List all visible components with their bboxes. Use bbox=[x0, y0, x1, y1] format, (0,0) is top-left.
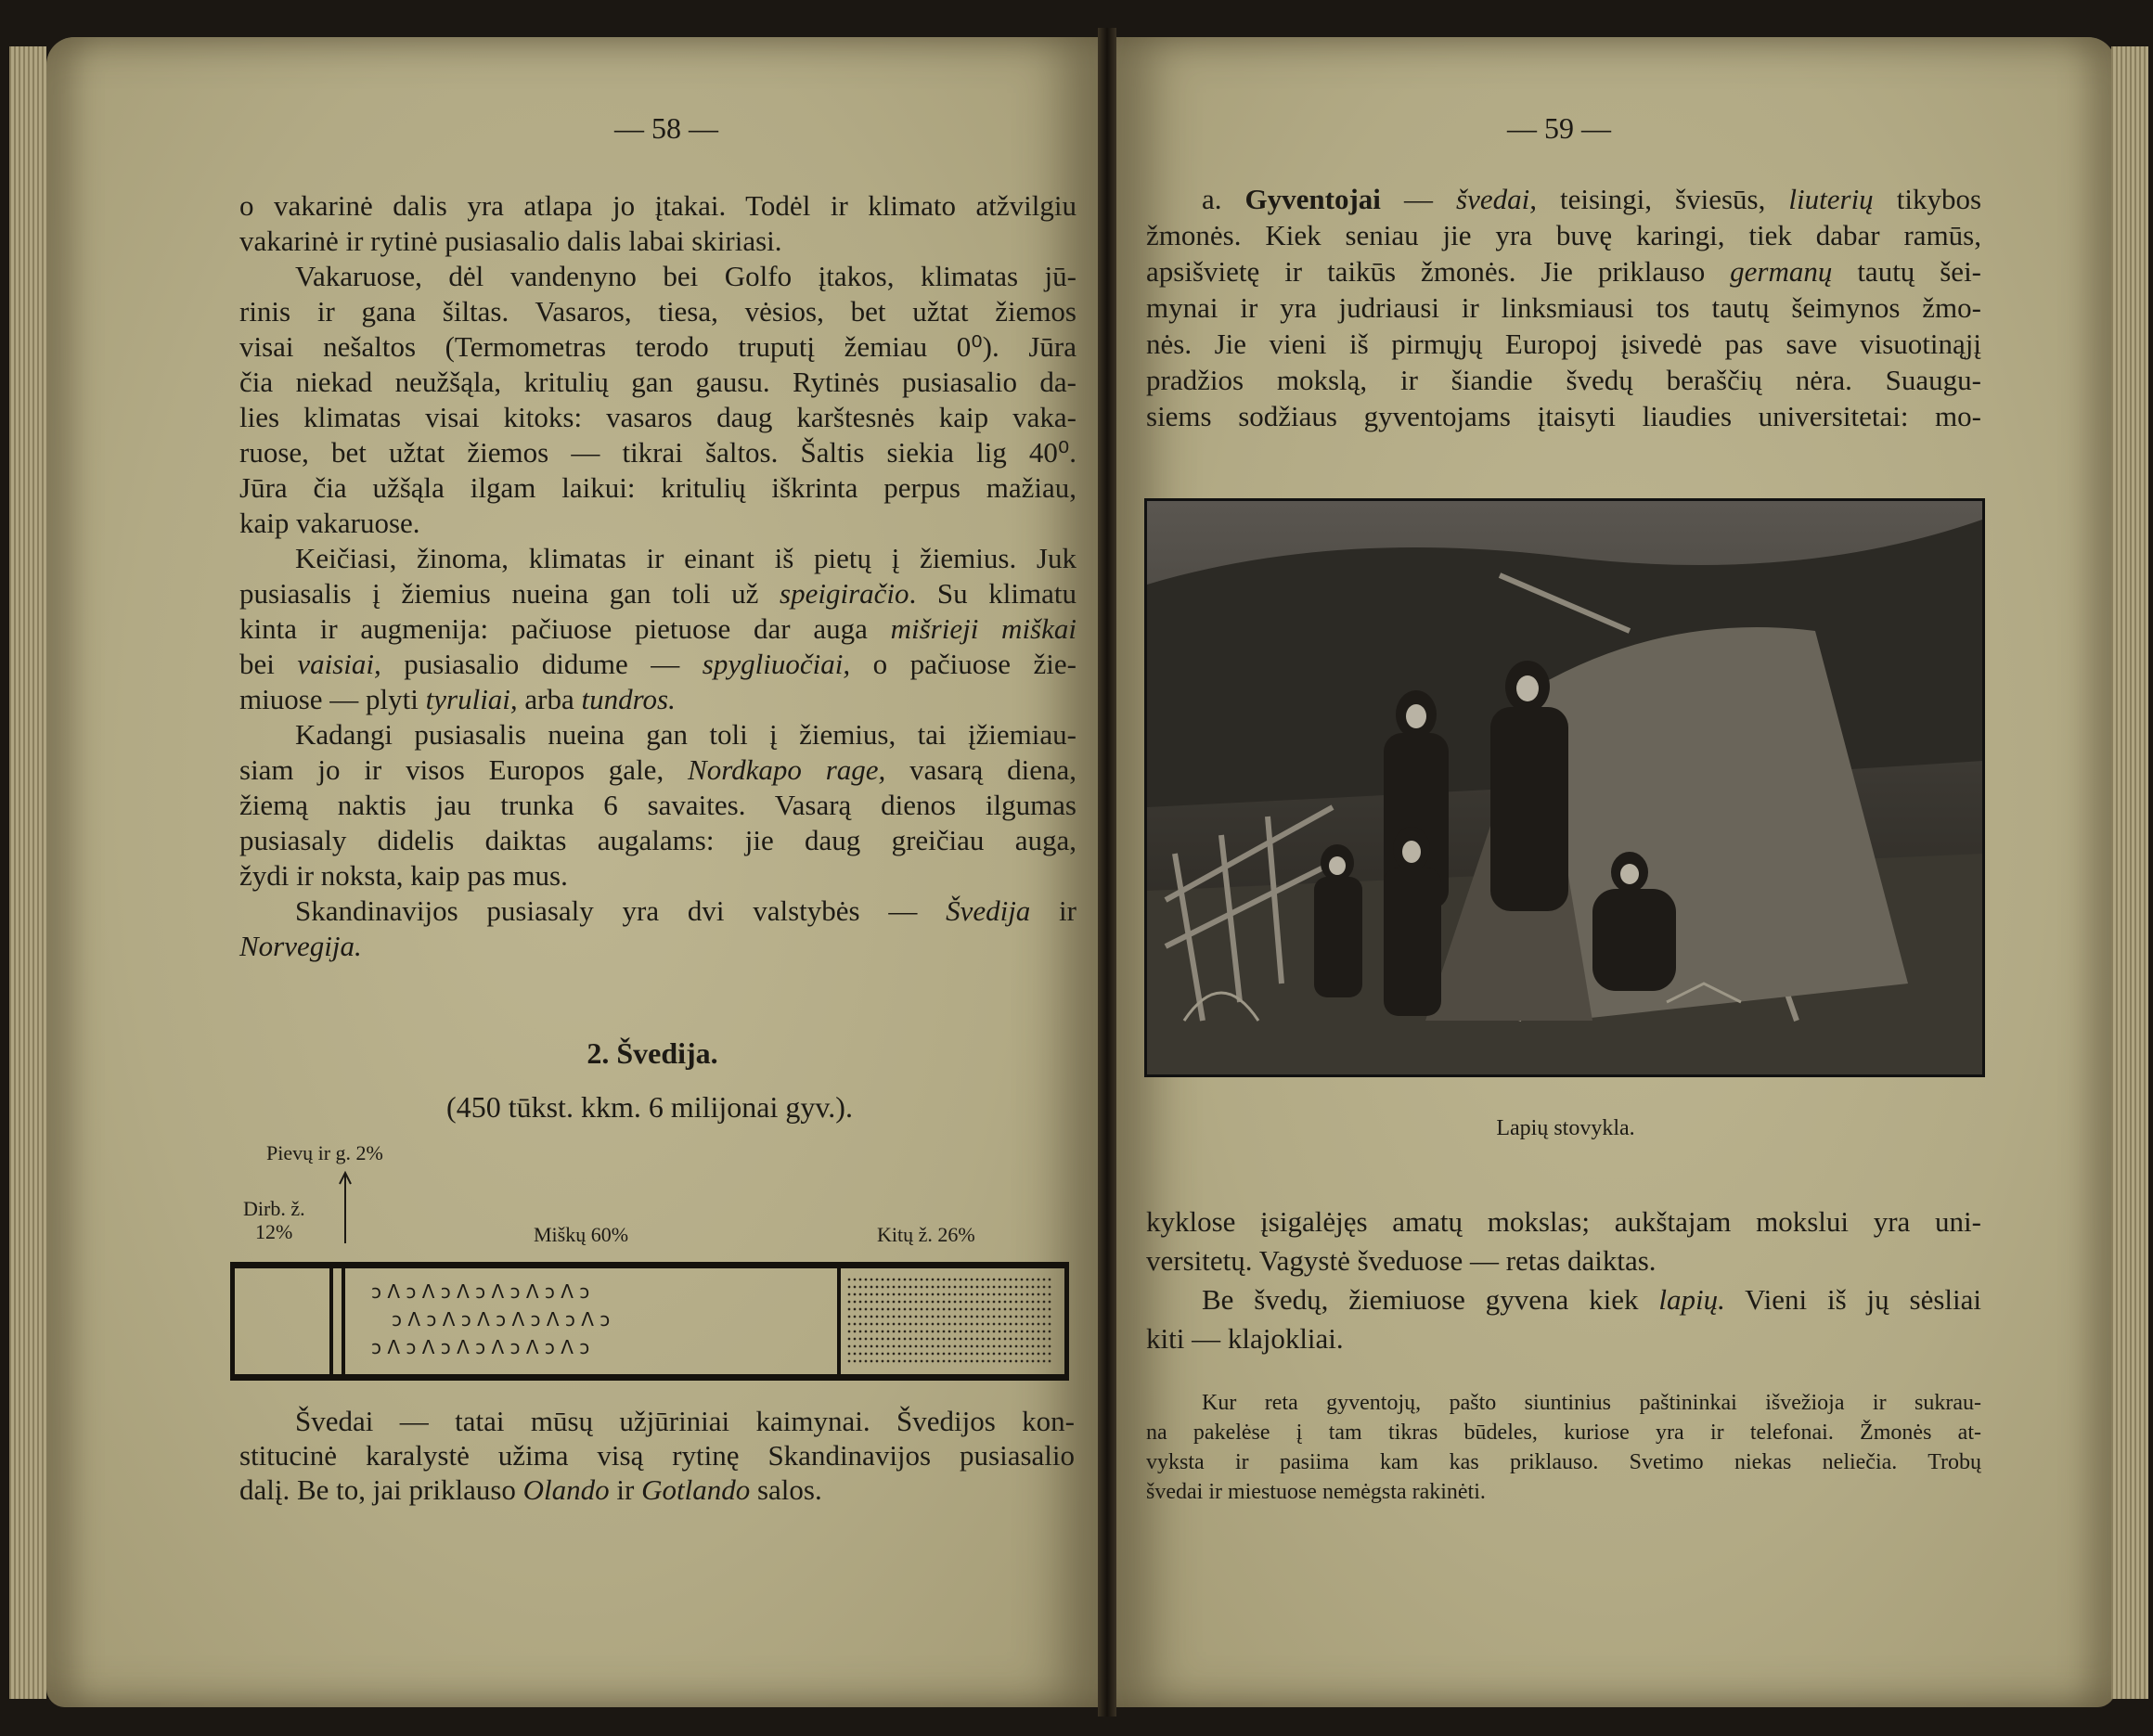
text-segment: siems sodžiaus gyventojams įtaisyti liaudies universitetai: mo- bbox=[1146, 400, 1981, 432]
text-segment: Keičiasi, žinoma, klimatas ir einant iš pietų į žiemius. Juk bbox=[295, 542, 1076, 574]
text-line bbox=[1202, 182, 1981, 217]
text-segment: švedai ir miestuose nemėgsta rakinėti. bbox=[1146, 1480, 1486, 1504]
arable-pct: 12% bbox=[255, 1220, 293, 1243]
text-segment: mynai ir yra judriausi ir linksmiausi tos tautų šeimynos žmo- bbox=[1146, 291, 1981, 324]
text-segment: Skandinavijos pusiasaly yra dvi valstybės — bbox=[295, 894, 947, 927]
text-line bbox=[239, 611, 1076, 647]
text-segment: ir bbox=[1030, 894, 1076, 927]
text-line bbox=[239, 788, 1076, 823]
text-segment: arba bbox=[517, 683, 582, 715]
text-line bbox=[239, 224, 1076, 259]
text-line bbox=[239, 294, 1076, 329]
text-segment: kyklose įsigalėjęs amatų mokslas; aukštajam mokslui yra uni- bbox=[1146, 1205, 1981, 1238]
text-segment: Kur reta gyventojų, pašto siuntinius paštininkai išvežioja ir sukrau- bbox=[1202, 1391, 1981, 1415]
text-line bbox=[239, 470, 1076, 506]
italic-term: Nordkapo rage, bbox=[688, 753, 886, 786]
text-line bbox=[295, 259, 1076, 294]
text-line bbox=[1202, 1282, 1981, 1318]
text-line bbox=[239, 929, 1076, 964]
text-segment: pusiasalis į žiemius nueina gan toli už bbox=[239, 577, 780, 610]
text-line bbox=[239, 1472, 1075, 1508]
text-segment: o pačiuose žie- bbox=[850, 648, 1076, 680]
text-segment: tikybos bbox=[1873, 183, 1982, 215]
text-line bbox=[239, 682, 1076, 717]
text-segment: kinta ir augmenija: pačiuose pietuose dar auga bbox=[239, 612, 891, 645]
text-segment: versitetų. Vagystė šveduose — retas daiktas. bbox=[1146, 1244, 1657, 1277]
section-subtitle: (450 tūkst. kkm. 6 milijonai gyv.). bbox=[446, 1090, 853, 1124]
italic-term: lapių. bbox=[1658, 1283, 1725, 1316]
text-line bbox=[295, 1404, 1075, 1439]
book-gutter bbox=[1098, 28, 1116, 1717]
text-segment: rinis ir gana šiltas. Vasaros, tiesa, vėsios, bet užtat žiemos bbox=[239, 295, 1076, 328]
arrow-up-icon bbox=[336, 1171, 355, 1245]
text-segment: dalį. Be to, jai priklauso bbox=[239, 1473, 523, 1506]
italic-term: Olando bbox=[522, 1473, 610, 1506]
text-segment: pradžios mokslą, ir šiandie švedų beraščių nėra. Suaugu- bbox=[1146, 364, 1981, 396]
forest-label: Miškų 60% bbox=[534, 1223, 629, 1246]
text-segment: Švedai — tatai mūsų užjūriniai kaimynai. Švedijos kon- bbox=[295, 1405, 1075, 1437]
text-segment: Jūra čia užšąla ilgam laikui: kritulių iškrinta perpus mažiau, bbox=[239, 471, 1076, 504]
text-line bbox=[239, 858, 1076, 894]
text-segment: ir bbox=[609, 1473, 642, 1506]
other-land-dots bbox=[846, 1276, 1052, 1367]
italic-term: Norvegija. bbox=[239, 930, 362, 962]
text-segment: lies klimatas visai kitoks: vasaros daug karštesnės kaip vaka- bbox=[239, 401, 1076, 433]
text-segment: tautų šei- bbox=[1832, 255, 1982, 288]
text-line bbox=[1146, 1204, 1981, 1240]
text-line bbox=[239, 400, 1076, 435]
italic-term: Švedija bbox=[946, 894, 1031, 927]
text-segment: Be švedų, žiemiuose gyvena kiek bbox=[1202, 1283, 1659, 1316]
text-line bbox=[1146, 1243, 1981, 1279]
text-segment: teisingi, šviesūs, bbox=[1536, 183, 1789, 215]
italic-term: švedai, bbox=[1456, 183, 1537, 215]
text-line bbox=[295, 894, 1076, 929]
right-page-edges bbox=[2111, 46, 2148, 1699]
italic-term: germanų bbox=[1730, 255, 1833, 288]
text-segment: visai nešaltos (Termometras terodo truputį žemiau 0⁰). Jūra bbox=[239, 330, 1076, 363]
text-segment: kaip vakaruose. bbox=[239, 507, 420, 539]
bold-term: Gyventojai bbox=[1244, 183, 1381, 215]
left-page-edges bbox=[9, 46, 46, 1699]
text-line bbox=[1146, 218, 1981, 253]
text-segment: apsišvietę ir taikūs žmonės. Jie priklauso bbox=[1146, 255, 1731, 288]
text-line bbox=[1146, 399, 1981, 434]
text-segment: salos. bbox=[750, 1473, 822, 1506]
text-segment: žiemą naktis jau trunka 6 savaites. Vasarą dienos ilgumas bbox=[239, 789, 1076, 821]
text-line bbox=[1146, 1321, 1981, 1357]
arable-label: Dirb. ž. bbox=[243, 1197, 305, 1220]
text-line bbox=[1146, 1418, 1981, 1447]
text-segment: stitucinė karalystė užima visą rytinę Skandinavijos pusiasalio bbox=[239, 1439, 1075, 1472]
text-segment: Vieni iš jų sėsliai bbox=[1724, 1283, 1981, 1316]
text-segment: vakarinė ir rytinė pusiasalio dalis labai skiriasi. bbox=[239, 225, 782, 257]
text-line bbox=[239, 647, 1076, 682]
text-line bbox=[295, 541, 1076, 576]
text-line bbox=[1202, 1388, 1981, 1418]
text-line bbox=[1146, 1447, 1981, 1477]
text-segment: . Su klimatu bbox=[909, 577, 1077, 610]
italic-term: speigiračio bbox=[780, 577, 909, 610]
text-segment: vasarą diena, bbox=[885, 753, 1077, 786]
text-segment: Kadangi pusiasalis nueina gan toli į žiemius, tai įžiemiau- bbox=[295, 718, 1076, 751]
text-segment: kiti — klajokliai. bbox=[1146, 1322, 1344, 1355]
text-segment: o vakarinė dalis yra atlapa jo įtakai. Todėl ir klimato atžvilgiu bbox=[239, 189, 1076, 222]
text-segment: miuose — plyti bbox=[239, 683, 426, 715]
text-line bbox=[239, 365, 1076, 400]
italic-term: mišrieji miškai bbox=[890, 612, 1076, 645]
text-line bbox=[1146, 290, 1981, 326]
text-segment: a. bbox=[1202, 183, 1245, 215]
text-line bbox=[239, 435, 1076, 470]
meadows-label: Pievų ir g. 2% bbox=[266, 1141, 383, 1164]
text-segment: nės. Jie vieni iš pirmųjų Europoj įsivedė pas save visuotinąjį bbox=[1146, 328, 1981, 360]
italic-term: liuterių bbox=[1788, 183, 1874, 215]
page-number-left: — 58 — bbox=[614, 111, 718, 145]
forest-symbols-row: ↄ Λ ↄ Λ ↄ Λ ↄ Λ ↄ Λ ↄ Λ ↄ bbox=[371, 1280, 590, 1303]
divider-meadows bbox=[342, 1268, 345, 1374]
page-number-right: — 59 — bbox=[1507, 111, 1611, 145]
section-heading: 2. Švedija. bbox=[587, 1036, 718, 1070]
text-line bbox=[239, 1438, 1075, 1473]
text-segment: čia niekad neužšąla, kritulių gan gausu. Rytinės pusiasalio da- bbox=[239, 366, 1076, 398]
text-line bbox=[239, 506, 1076, 541]
text-segment: siam jo ir visos Europos gale, bbox=[239, 753, 689, 786]
italic-term: vaisiai, bbox=[297, 648, 381, 680]
forest-symbols-row: ↄ Λ ↄ Λ ↄ Λ ↄ Λ ↄ Λ ↄ Λ ↄ bbox=[371, 1336, 590, 1358]
text-line bbox=[239, 188, 1076, 224]
text-segment: bei bbox=[239, 648, 298, 680]
text-segment: pusiasaly didelis daiktas augalams: jie daug greičiau auga, bbox=[239, 824, 1076, 856]
text-line bbox=[1146, 1477, 1981, 1507]
text-segment: žydi ir noksta, kaip pas mus. bbox=[239, 859, 568, 892]
text-line bbox=[1146, 254, 1981, 289]
other-land-label: Kitų ž. 26% bbox=[877, 1223, 975, 1246]
text-line bbox=[239, 823, 1076, 858]
forest-symbols-row: ↄ Λ ↄ Λ ↄ Λ ↄ Λ ↄ Λ ↄ Λ ↄ bbox=[392, 1308, 611, 1331]
text-segment: ruose, bet užtat žiemos — tikrai šaltos. Šaltis siekia lig 40⁰. bbox=[239, 436, 1076, 469]
text-line bbox=[295, 717, 1076, 752]
text-line bbox=[239, 576, 1076, 611]
photo-caption: Lapių stovykla. bbox=[1496, 1116, 1635, 1140]
italic-term: Gotlando bbox=[641, 1473, 751, 1506]
divider-arable bbox=[329, 1268, 333, 1374]
photo-image bbox=[1147, 501, 1982, 1074]
italic-term: spygliuočiai, bbox=[702, 648, 851, 680]
text-segment: žmonės. Kiek seniau jie yra buvę karingi, tiek dabar ramūs, bbox=[1146, 219, 1981, 251]
text-line bbox=[239, 329, 1076, 365]
text-line bbox=[1146, 363, 1981, 398]
text-line bbox=[239, 752, 1076, 788]
italic-term: tyruliai, bbox=[425, 683, 518, 715]
divider-other bbox=[837, 1268, 841, 1374]
lapp-camp-photo bbox=[1144, 498, 1985, 1077]
text-line bbox=[1146, 327, 1981, 362]
text-segment: na pakelėse į tam tikras būdeles, kuriose yra ir telefonai. Žmonės at- bbox=[1146, 1421, 1981, 1445]
text-segment: Vakaruose, dėl vandenyno bei Golfo įtakos, klimatas jū- bbox=[295, 260, 1076, 292]
text-segment: pusiasalio didume — bbox=[380, 648, 703, 680]
text-segment: vyksta ir pasiima kam kas priklauso. Svetimo niekas neliečia. Trobų bbox=[1146, 1450, 1981, 1474]
text-segment: — bbox=[1380, 183, 1456, 215]
italic-term: tundros. bbox=[581, 683, 676, 715]
